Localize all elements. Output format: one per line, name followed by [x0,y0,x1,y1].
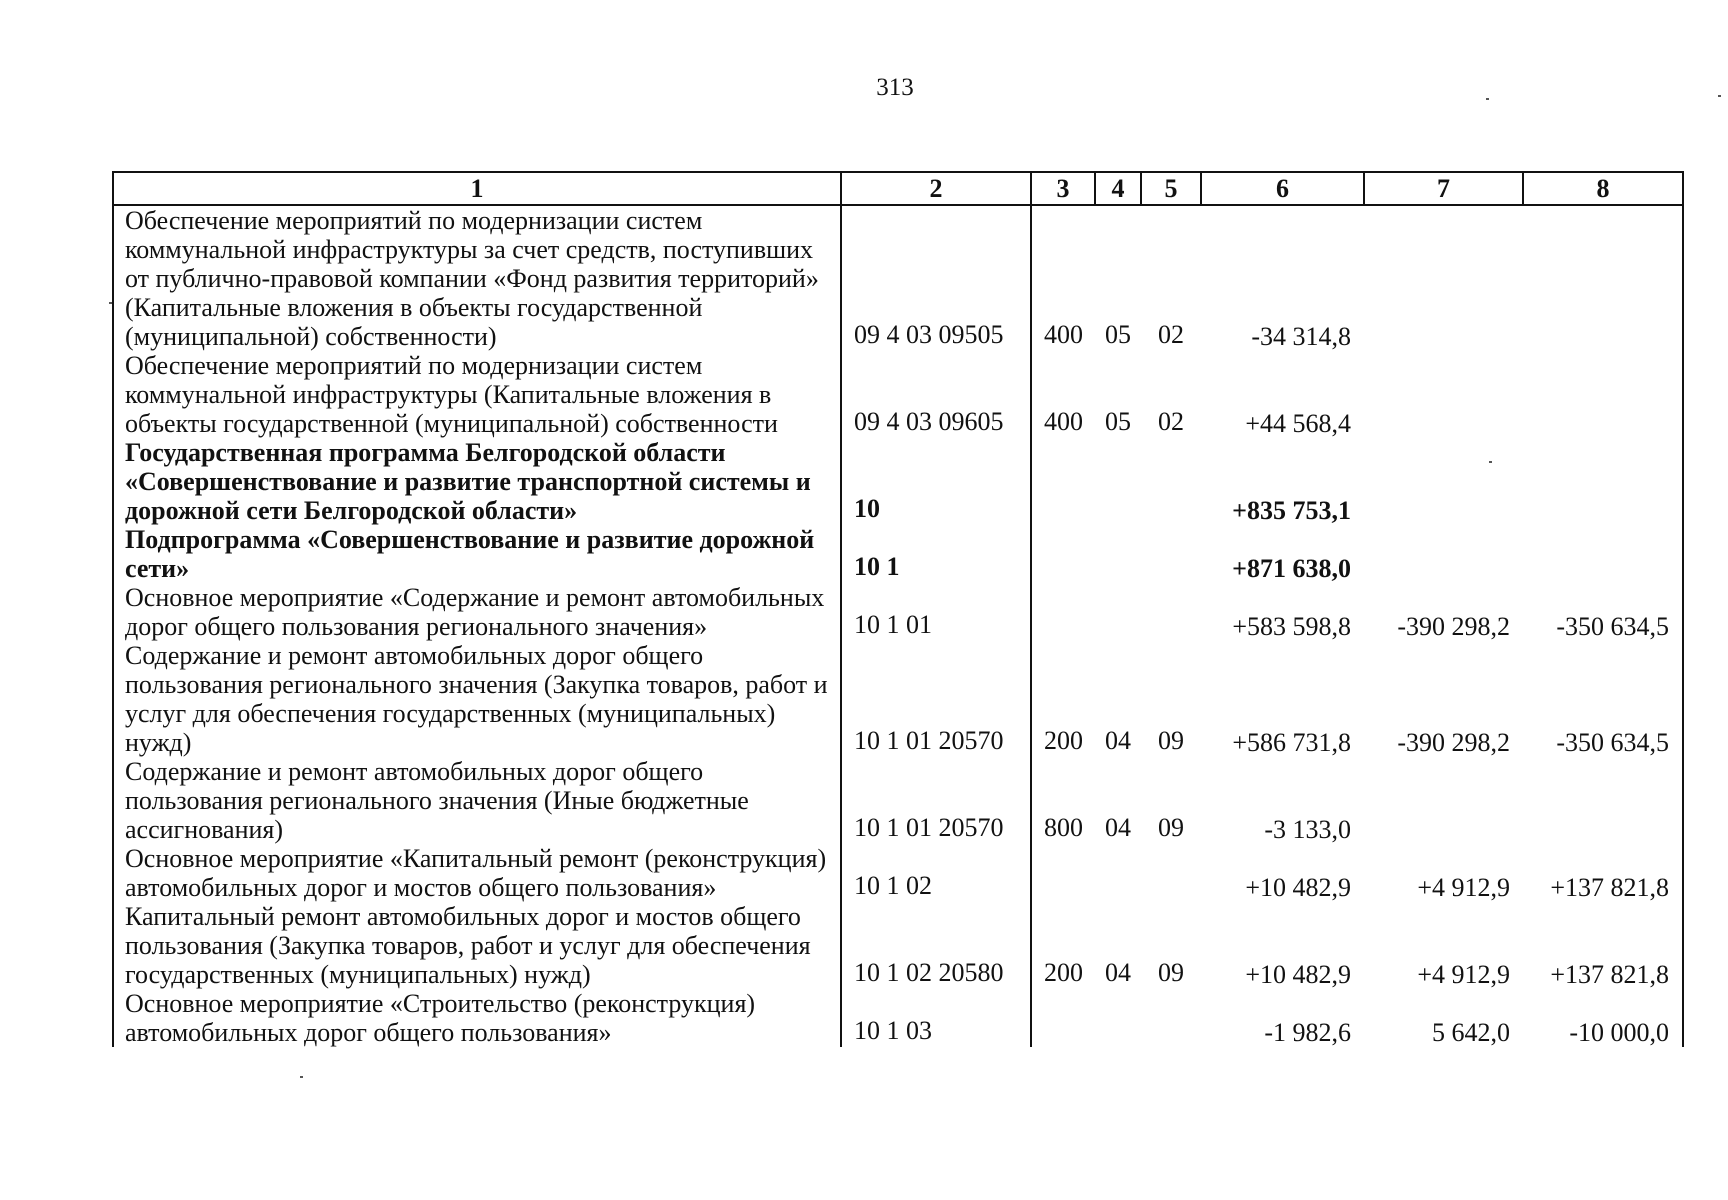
row-col-5: 09 [1158,726,1184,755]
table-row [113,902,1683,989]
header-col-6: 6 [1201,172,1364,205]
row-col-4 [1095,989,1141,1047]
row-col-7 [1364,438,1523,525]
row-col-4: 04 [1105,813,1131,842]
row-col-6: -34 314,8 [1251,322,1351,351]
row-col-4 [1095,525,1141,583]
scan-speck [1718,95,1721,97]
row-col-3 [1031,438,1095,525]
scan-speck [300,1076,303,1078]
row-col-5: 02 [1158,320,1184,349]
table-row [113,205,1683,351]
row-col-6: +583 598,8 [1232,612,1351,641]
row-col-7: 5 642,0 [1432,1018,1510,1047]
row-code: 10 1 02 [841,844,1031,902]
table-row [113,757,1683,844]
row-code: 10 1 01 20570 [841,641,1031,757]
row-col-6: -3 133,0 [1264,815,1351,844]
row-col-3: 200 [1044,726,1083,755]
table-row [113,583,1683,641]
row-col-8: +137 821,8 [1523,844,1683,902]
row-col-4: 04 [1105,958,1131,987]
row-col-7 [1364,351,1523,438]
table-body [113,205,1683,1047]
row-col-3: 400 [1044,320,1083,349]
row-code: 09 4 03 09605 [841,351,1031,438]
row-col-5: 09 [1158,958,1184,987]
scan-speck [109,302,112,304]
row-name: Основное мероприятие «Капитальный ремонт (реконструкция) автомобильных дорог и мостов общего пользования» [113,844,841,902]
row-col-4 [1095,844,1141,902]
row-name: Содержание и ремонт автомобильных дорог общего пользования регионального значения (Закупка товаров, работ и услуг для обеспечения государственных (муниципальных) нужд) [113,641,841,757]
row-col-7: -390 298,2 [1397,728,1510,757]
row-col-8 [1523,351,1683,438]
row-col-6: +44 568,4 [1245,409,1351,438]
budget-table [112,171,1684,1047]
row-name: Капитальный ремонт автомобильных дорог и мостов общего пользования (Закупка товаров, работ и услуг для обеспечения государственных (муниципальных) нужд) [113,902,841,989]
header-col-1: 1 [113,172,841,205]
header-col-5: 5 [1141,172,1201,205]
row-col-4: 04 [1105,726,1131,755]
row-col-5: 02 [1158,407,1184,436]
budget-table-container [112,171,1684,1047]
row-col-5 [1141,438,1201,525]
row-col-6: +586 731,8 [1232,728,1351,757]
header-col-4: 4 [1095,172,1141,205]
row-col-3 [1031,525,1095,583]
scan-speck [1489,461,1492,463]
page-number: 313 [876,74,914,101]
row-col-5: 09 [1158,813,1184,842]
row-col-6: +10 482,9 [1245,960,1351,989]
row-col-7: -390 298,2 [1397,612,1510,641]
row-col-6: +10 482,9 [1245,873,1351,902]
row-col-4 [1095,583,1141,641]
table-row [113,351,1683,438]
row-code: 10 1 02 20580 [841,902,1031,989]
row-col-8 [1523,438,1683,525]
row-code: 10 1 03 [841,989,1031,1047]
row-col-3 [1031,989,1095,1047]
row-col-6: -1 982,6 [1264,1018,1351,1047]
row-col-8: -10 000,0 [1523,989,1683,1047]
table-row [113,844,1683,902]
row-name: Обеспечение мероприятий по модернизации систем коммунальной инфраструктуры (Капитальные вложения в объекты государственной (муниципальной) собственности [113,351,841,438]
row-col-4: 05 [1105,407,1131,436]
row-code: 10 [841,438,1031,525]
row-name: Основное мероприятие «Содержание и ремонт автомобильных дорог общего пользования регионального значения» [113,583,841,641]
table-row [113,989,1683,1047]
row-col-4 [1095,438,1141,525]
row-name: Содержание и ремонт автомобильных дорог общего пользования регионального значения (Иные бюджетные ассигнования) [113,757,841,844]
row-col-5 [1141,525,1201,583]
row-col-8: +137 821,8 [1523,902,1683,989]
row-code: 10 1 01 20570 [841,757,1031,844]
row-col-7 [1364,757,1523,844]
header-col-2: 2 [841,172,1031,205]
scan-speck [1486,98,1489,100]
row-col-3: 400 [1044,407,1083,436]
header-col-7: 7 [1364,172,1523,205]
table-row [113,641,1683,757]
header-col-3: 3 [1031,172,1095,205]
row-col-8 [1523,205,1683,351]
row-col-7: +4 912,9 [1417,960,1510,989]
row-col-8 [1523,525,1683,583]
row-col-3 [1031,844,1095,902]
row-name: Государственная программа Белгородской области «Совершенствование и развитие транспортной системы и дорожной сети Белгородской области» [113,438,841,525]
row-col-3: 200 [1044,958,1083,987]
row-code: 10 1 01 [841,583,1031,641]
row-col-6: +835 753,1 [1232,496,1351,525]
row-col-7: +4 912,9 [1417,873,1510,902]
row-name: Обеспечение мероприятий по модернизации систем коммунальной инфраструктуры за счет средств, поступивших от публично-правовой компании «Фонд развития территорий» (Капитальные вложения в объекты государственной (муниципальной) собственности) [113,205,841,351]
row-col-7 [1364,205,1523,351]
row-col-8: -350 634,5 [1523,641,1683,757]
table-row [113,438,1683,525]
row-name: Основное мероприятие «Строительство (реконструкция) автомобильных дорог общего пользования» [113,989,841,1047]
row-col-8: -350 634,5 [1523,583,1683,641]
row-col-8 [1523,757,1683,844]
row-col-3 [1031,583,1095,641]
row-col-3: 800 [1044,813,1083,842]
header-col-8: 8 [1523,172,1683,205]
row-col-6: +871 638,0 [1232,554,1351,583]
row-col-5 [1141,583,1201,641]
row-col-7 [1364,525,1523,583]
header-row [113,172,1683,205]
row-col-4: 05 [1105,320,1131,349]
row-col-5 [1141,989,1201,1047]
table-row [113,525,1683,583]
row-code: 09 4 03 09505 [841,205,1031,351]
row-col-5 [1141,844,1201,902]
row-name: Подпрограмма «Совершенствование и развитие дорожной сети» [113,525,841,583]
row-code: 10 1 [841,525,1031,583]
